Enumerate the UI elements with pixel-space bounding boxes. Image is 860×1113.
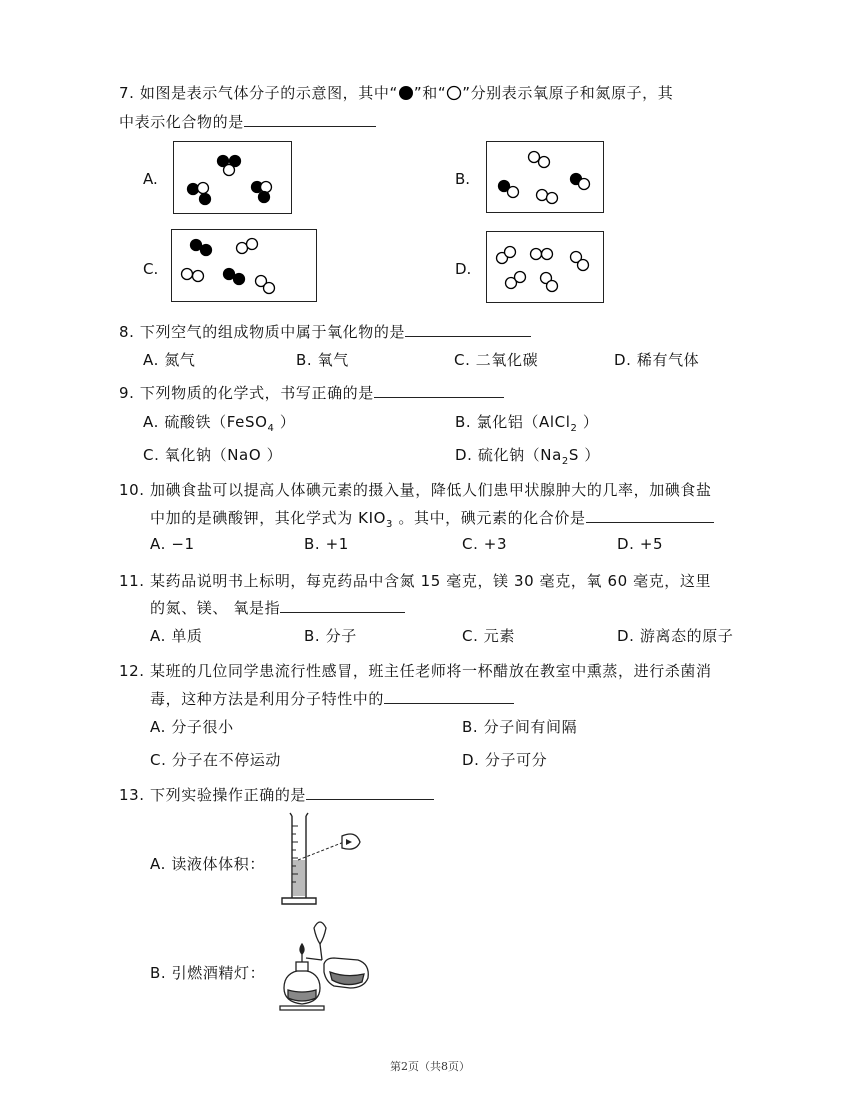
answer-blank[interactable]: [405, 322, 531, 337]
q10-line1: 10. 加碘食盐可以提高人体碘元素的摄入量，降低人们患甲状腺肿大的几率，加碘食盐: [119, 481, 712, 499]
q12-line2: [150, 688, 514, 709]
q9-option-b-end: ）: [577, 413, 599, 431]
q9-option-d-text: D. 硫化钠（Na: [455, 446, 562, 464]
q9-option-a-end: ）: [274, 413, 296, 431]
q8-stem: [119, 321, 531, 342]
q9-option-d-end: S ）: [568, 446, 600, 464]
q10-option-b[interactable]: B. +1: [304, 535, 349, 553]
answer-blank[interactable]: [374, 383, 504, 398]
q7-option-c-label: C.: [143, 260, 159, 278]
q7-stem-end: 中表示化合物的是: [119, 113, 244, 131]
q8-option-b[interactable]: B. 氧气: [296, 351, 349, 369]
answer-blank[interactable]: [244, 112, 376, 127]
molecule-diagram: [487, 142, 602, 211]
q7-option-a-label: A.: [143, 170, 158, 188]
q12-option-b[interactable]: B. 分子间有间隔: [462, 718, 578, 736]
molecule-diagram: [174, 142, 290, 212]
q9-option-b[interactable]: [455, 411, 598, 434]
q11-option-a[interactable]: A. 单质: [150, 627, 203, 645]
subscript: 3: [386, 519, 394, 530]
answer-blank[interactable]: [306, 785, 434, 800]
q10-option-d[interactable]: D. +5: [617, 535, 664, 553]
q9-option-d[interactable]: [455, 444, 600, 467]
subscript: 4: [267, 423, 275, 434]
q12-option-d[interactable]: D. 分子可分: [462, 751, 548, 769]
molecule-diagram: [487, 232, 602, 301]
q12-option-c[interactable]: C. 分子在不停运动: [150, 751, 282, 769]
graduated-cylinder-illustration: [276, 812, 364, 908]
molecule-diagram: [172, 230, 315, 300]
q7-diagram-c: [171, 229, 317, 302]
q10-line2-text: 中加的是碘酸钾，其化学式为 KIO: [150, 509, 387, 527]
q8-option-c[interactable]: C. 二氧化碳: [454, 351, 539, 369]
answer-blank[interactable]: [384, 689, 514, 704]
q7-diagram-a: [173, 141, 292, 214]
q9-option-c[interactable]: C. 氧化钠（NaO ）: [143, 446, 283, 464]
q7-line2: [119, 111, 376, 132]
q13-option-b[interactable]: B. 引燃酒精灯：: [150, 964, 266, 982]
q7-diagram-d: [486, 231, 604, 303]
answer-blank[interactable]: [280, 598, 405, 613]
subscript: 2: [561, 456, 569, 467]
q10-line2-end: 。其中，碘元素的化合价是: [393, 509, 586, 527]
q13-option-a[interactable]: A. 读液体体积：: [150, 855, 265, 873]
answer-blank[interactable]: [586, 508, 714, 523]
q7-option-b-label: B.: [455, 170, 471, 188]
subscript: 2: [570, 423, 578, 434]
q10-line2: [150, 507, 714, 530]
q7-diagram-b: [486, 141, 604, 213]
q11-line1: 11. 某药品说明书上标明，每克药品中含氮 15 毫克，镁 30 毫克，氧 60 毫克，这里: [119, 572, 712, 590]
q9-option-a[interactable]: [143, 411, 295, 434]
q11-option-c[interactable]: C. 元素: [462, 627, 516, 645]
q7-line1: [119, 82, 673, 103]
q10-option-c[interactable]: C. +3: [462, 535, 508, 553]
q8-stem-text: 8. 下列空气的组成物质中属于氧化物的是: [119, 323, 406, 341]
alcohol-lamp-illustration: [276, 918, 376, 1018]
q12-line1: 12. 某班的几位同学患流行性感冒，班主任老师将一杯醋放在教室中熏蒸，进行杀菌消: [119, 662, 712, 680]
q13-stem-text: 13. 下列实验操作正确的是: [119, 786, 307, 804]
q7-option-d-label: D.: [455, 260, 472, 278]
q8-option-d[interactable]: D. 稀有气体: [614, 351, 700, 369]
q11-line2: [150, 597, 405, 618]
q7-text-c: ”分别表示氧原子和氮原子，其: [462, 84, 674, 102]
q10-option-a[interactable]: A. −1: [150, 535, 195, 553]
q9-stem-text: 9. 下列物质的化学式，书写正确的是: [119, 384, 374, 402]
q7-text-a: 7. 如图是表示气体分子的示意图，其中“: [119, 84, 398, 102]
q7-text-b: ”和“: [413, 84, 447, 102]
nitrogen-atom-icon: [446, 85, 462, 101]
q12-line2-text: 毒，这种方法是利用分子特性中的: [150, 690, 385, 708]
q11-line2-text: 的氮、镁、 氧是指: [150, 599, 281, 617]
q9-option-b-text: B. 氯化铝（AlCl: [455, 413, 571, 431]
q9-option-a-text: A. 硫酸铁（FeSO: [143, 413, 268, 431]
page-footer: 第2页（共8页）: [390, 1060, 470, 1073]
q12-option-a[interactable]: A. 分子很小: [150, 718, 234, 736]
q13-stem: [119, 784, 434, 805]
q11-option-b[interactable]: B. 分子: [304, 627, 357, 645]
q9-stem: [119, 382, 504, 403]
q11-option-d[interactable]: D. 游离态的原子: [617, 627, 734, 645]
q8-option-a[interactable]: A. 氮气: [143, 351, 196, 369]
oxygen-atom-icon: [398, 85, 414, 101]
